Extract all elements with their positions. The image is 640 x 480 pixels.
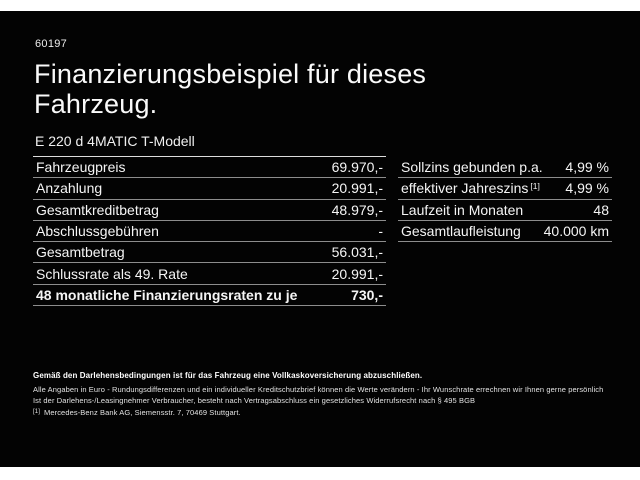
row-label: 48 monatliche Finanzierungsraten zu je (36, 286, 298, 303)
table-row (398, 157, 612, 178)
footnote-marker: [1] (33, 409, 40, 415)
row-value: 48.979,- (331, 201, 383, 218)
row-value: 4,99 % (565, 180, 609, 197)
table-row (398, 200, 612, 221)
table-row (398, 221, 612, 242)
footnote-ref: [1] (530, 181, 540, 192)
insurance-note: Gemäß den Darlehensbedingungen ist für das Fahrzeug eine Vollkaskoversicherung abzuschließen. (33, 371, 423, 380)
table-row (398, 178, 612, 199)
bank-footnote (33, 408, 241, 417)
reference-number: 60197 (35, 38, 68, 50)
table-row (33, 263, 386, 284)
row-value: - (378, 223, 383, 240)
row-label: effektiver Jahreszins [1] (401, 180, 540, 197)
row-label: Abschlussgebühren (36, 223, 159, 240)
disclaimer-line-1: Alle Angaben in Euro - Rundungsdifferenzen und ein individueller Kreditschutzbrief können die Werte verändern - Ihr Wunschrate errechnen wir Ihnen gerne persönlich (33, 385, 604, 394)
table-row (33, 200, 386, 221)
conditions-table (398, 156, 612, 242)
row-value: 69.970,- (331, 159, 383, 176)
row-value: 4,99 % (565, 159, 609, 176)
finance-table (33, 156, 386, 306)
row-label: Gesamtlaufleistung (401, 223, 521, 240)
row-value: 730,- (351, 286, 383, 303)
footnote-text: Mercedes-Benz Bank AG, Siemensstr. 7, 70469 Stuttgart. (43, 408, 241, 417)
row-value: 20.991,- (331, 265, 383, 282)
table-row (33, 178, 386, 199)
table-row (33, 157, 386, 178)
vehicle-model: E 220 d 4MATIC T-Modell (35, 133, 195, 149)
table-row (33, 242, 386, 263)
table-row (33, 221, 386, 242)
row-value: 48 (593, 201, 609, 218)
table-row-monthly-rate (33, 285, 386, 306)
row-label: Anzahlung (36, 180, 103, 197)
page-title: Finanzierungsbeispiel für dieses Fahrzeug. (34, 59, 427, 119)
finance-example-panel (0, 11, 640, 467)
row-label: Sollzins gebunden p.a. (401, 159, 543, 176)
row-value: 56.031,- (331, 244, 383, 261)
row-label: Gesamtbetrag (36, 244, 125, 261)
row-label: Schlussrate als 49. Rate (36, 265, 188, 282)
disclaimer-line-2: Ist der Darlehens-/Leasingnehmer Verbraucher, besteht nach Vertragsabschluss ein gesetzliches Widerrufsrecht nach § 495 BGB (33, 396, 476, 405)
row-label: Gesamtkreditbetrag (36, 201, 159, 218)
row-label: Fahrzeugpreis (36, 159, 126, 176)
row-value: 20.991,- (331, 180, 383, 197)
row-value: 40.000 km (543, 223, 609, 240)
row-label: Laufzeit in Monaten (401, 201, 524, 218)
